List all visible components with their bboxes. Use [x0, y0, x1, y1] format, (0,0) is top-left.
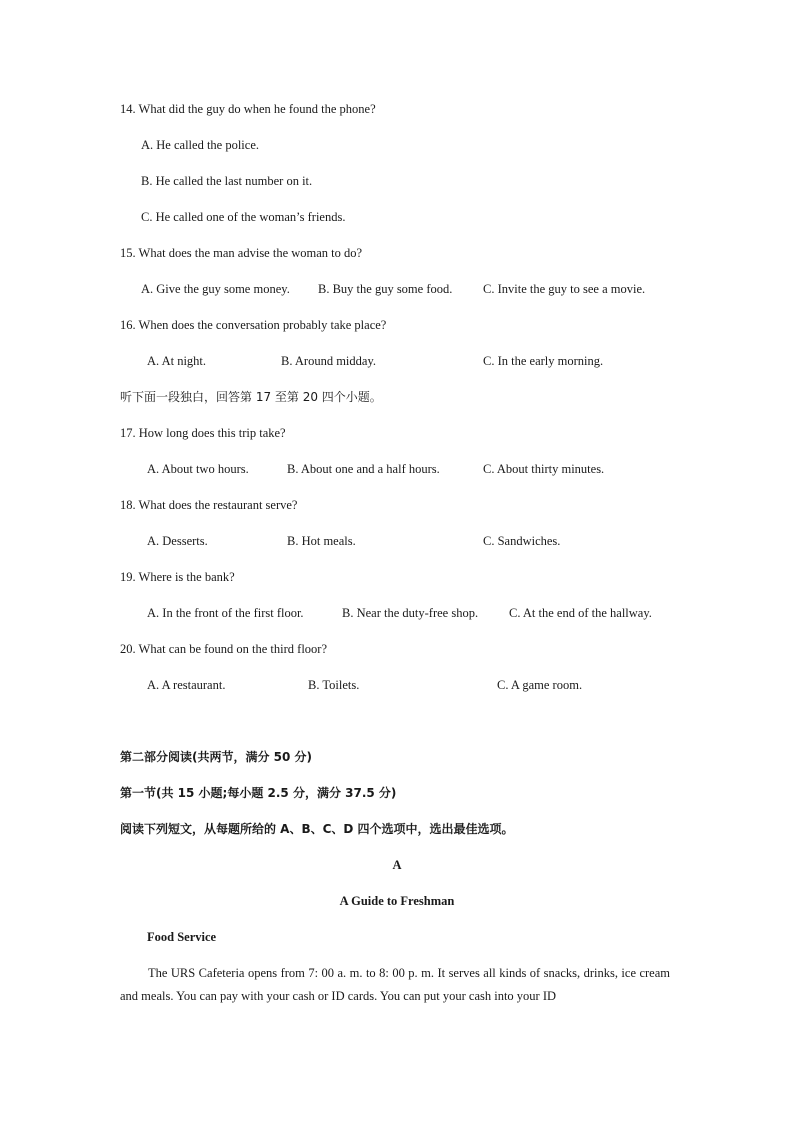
- question-19-option-a: A. In the front of the first floor.: [147, 606, 304, 620]
- question-16-option-a: A. At night.: [147, 354, 207, 368]
- question-15-option-a: A. Give the guy some money.: [141, 282, 290, 296]
- question-18-option-a: A. Desserts.: [147, 534, 208, 548]
- question-19-stem: 19. Where is the bank?: [120, 570, 235, 584]
- passage-paragraph: The URS Cafeteria opens from 7: 00 a. m. to 8: 00 p. m. It serves all kinds of snacks, drinks, ice cream and meals. You can pay with your cash or ID cards. You can put your cash into your ID: [120, 966, 670, 1003]
- question-14-stem: 14. What did the guy do when he found the phone?: [120, 102, 376, 116]
- question-15-stem: 15. What does the man advise the woman to do?: [120, 246, 363, 260]
- question-14-option-c: C. He called one of the woman’s friends.: [141, 210, 346, 224]
- question-17-stem: 17. How long does this trip take?: [120, 426, 286, 440]
- reading-section-title: 第一节(共 15 小题;每小题 2.5 分，满分 37.5 分): [120, 786, 397, 800]
- question-17-option-c: C. About thirty minutes.: [483, 462, 605, 476]
- reading-instruction: 阅读下列短文，从每题所给的 A、B、C、D 四个选项中，选出最佳选项。: [120, 822, 514, 836]
- question-20-option-b: B. Toilets.: [308, 678, 360, 692]
- question-20-option-c: C. A game room.: [497, 678, 583, 692]
- question-17-option-b: B. About one and a half hours.: [287, 462, 440, 476]
- passage-letter: A: [392, 858, 402, 872]
- question-14-option-b: B. He called the last number on it.: [141, 174, 313, 188]
- question-19-option-b: B. Near the duty-free shop.: [342, 606, 479, 620]
- question-17-option-a: A. About two hours.: [147, 462, 249, 476]
- reading-part-title: 第二部分阅读(共两节，满分 50 分): [120, 750, 313, 764]
- question-20-option-a: A. A restaurant.: [147, 678, 226, 692]
- question-15-option-b: B. Buy the guy some food.: [318, 282, 453, 296]
- question-15-option-c: C. Invite the guy to see a movie.: [483, 282, 646, 296]
- question-18-option-c: C. Sandwiches.: [483, 534, 561, 548]
- passage-subheading: Food Service: [147, 930, 217, 944]
- question-16-stem: 16. When does the conversation probably take place?: [120, 318, 387, 332]
- monologue-instruction: 听下面一段独白，回答第 17 至第 20 四个小题。: [120, 390, 382, 404]
- question-18-option-b: B. Hot meals.: [287, 534, 356, 548]
- question-20-stem: 20. What can be found on the third floor?: [120, 642, 328, 656]
- passage-title: A Guide to Freshman: [339, 894, 455, 908]
- question-18-stem: 18. What does the restaurant serve?: [120, 498, 298, 512]
- question-16-option-b: B. Around midday.: [281, 354, 377, 368]
- question-14-option-a: A. He called the police.: [141, 138, 260, 152]
- question-19-option-c: C. At the end of the hallway.: [509, 606, 652, 620]
- question-16-option-c: C. In the early morning.: [483, 354, 604, 368]
